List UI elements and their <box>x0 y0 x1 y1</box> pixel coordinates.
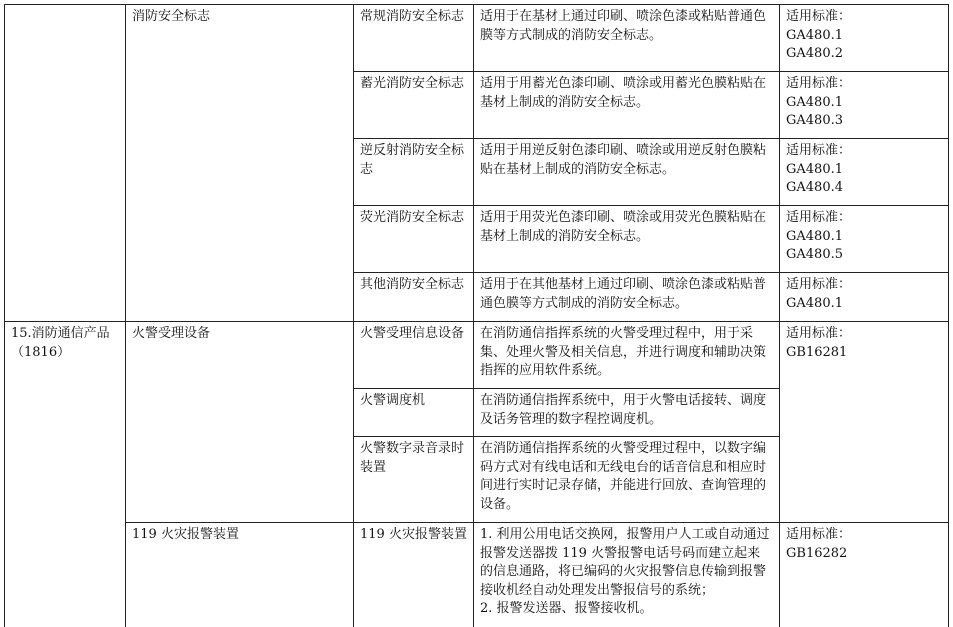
item-name-cell: 荧光消防安全标志 <box>354 206 474 273</box>
standard-cell: 适用标准： GB16282 <box>780 523 949 627</box>
item-name-cell: 火警受理信息设备 <box>354 322 474 389</box>
item-desc-cell: 适用于在其他基材上通过印刷、喷涂色漆或粘贴普通色膜等方式制成的消防安全标志。 <box>474 273 780 322</box>
item-name-cell: 逆反射消防安全标志 <box>354 139 474 206</box>
item-desc-cell: 适用于在基材上通过印刷、喷涂色漆或粘贴普通色膜等方式制成的消防安全标志。 <box>474 5 780 72</box>
item-name-cell: 常规消防安全标志 <box>354 5 474 72</box>
standard-cell: 适用标准： GB16281 <box>780 322 949 523</box>
category-cell: 15.消防通信产品（1816） <box>5 322 126 627</box>
item-desc-cell: 适用于用蓄光色漆印刷、喷涂或用蓄光色膜粘贴在基材上制成的消防安全标志。 <box>474 72 780 139</box>
standard-cell: 适用标准： GA480.1 GA480.2 <box>780 5 949 72</box>
category-cell <box>5 5 126 322</box>
table-row <box>5 322 949 389</box>
item-name-cell: 其他消防安全标志 <box>354 273 474 322</box>
product-standards-table <box>4 4 949 627</box>
standard-cell: 适用标准： GA480.1 GA480.4 <box>780 139 949 206</box>
item-desc-cell: 在消防通信指挥系统中，用于火警电话接转、调度及话务管理的数字程控调度机。 <box>474 389 780 437</box>
standard-cell: 适用标准： GA480.1 <box>780 273 949 322</box>
item-desc-cell: 在消防通信指挥系统的火警受理过程中，用于采集、处理火警及相关信息，并进行调度和辅助决策指挥的应用软件系统。 <box>474 322 780 389</box>
product-cell: 火警受理设备 <box>126 322 354 523</box>
product-cell: 消防安全标志 <box>126 5 354 322</box>
item-desc-cell: 在消防通信指挥系统的火警受理过程中，以数字编码方式对有线电话和无线电台的话音信息和相应时间进行实时记录存储，并能进行回放、查询管理的设备。 <box>474 437 780 523</box>
item-name-cell: 火警数字录音录时装置 <box>354 437 474 523</box>
table-row <box>5 523 949 627</box>
standard-cell: 适用标准： GA480.1 GA480.3 <box>780 72 949 139</box>
table-row <box>5 5 949 72</box>
item-name-cell: 蓄光消防安全标志 <box>354 72 474 139</box>
item-desc-cell: 适用于用荧光色漆印刷、喷涂或用荧光色膜粘贴在基材上制成的消防安全标志。 <box>474 206 780 273</box>
item-desc-cell: 1. 利用公用电话交换网，报警用户人工或自动通过报警发送器拨 119 火警报警电话号码而建立起来的信息通路，将已编码的火灾报警信息传输到报警接收机经自动处理发出警报信号的系统； 2. 报警发送器、报警接收机。 <box>474 523 780 627</box>
product-cell: 119 火灾报警装置 <box>126 523 354 627</box>
item-desc-cell: 适用于用逆反射色漆印刷、喷涂或用逆反射色膜粘贴在基材上制成的消防安全标志。 <box>474 139 780 206</box>
item-name-cell: 119 火灾报警装置 <box>354 523 474 627</box>
standard-cell: 适用标准： GA480.1 GA480.5 <box>780 206 949 273</box>
item-name-cell: 火警调度机 <box>354 389 474 437</box>
